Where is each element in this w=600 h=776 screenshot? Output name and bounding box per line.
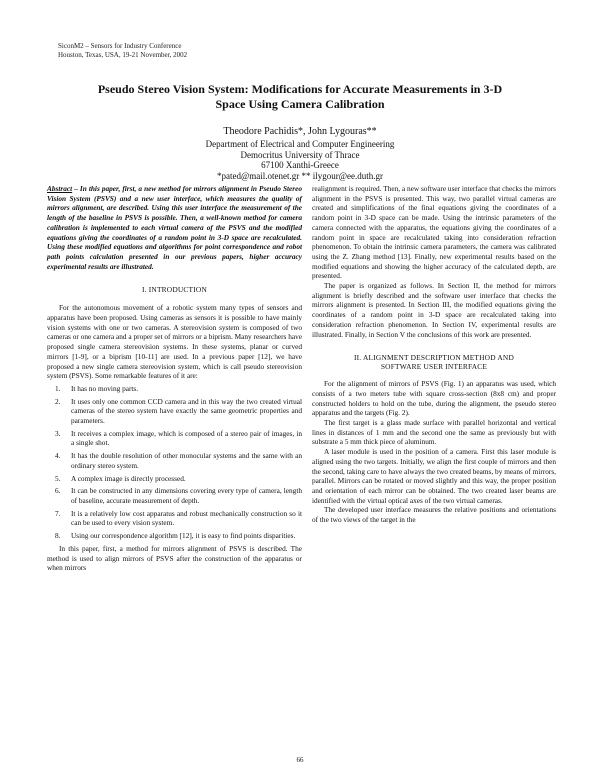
list-item: 1. It has no moving parts. — [55, 383, 139, 393]
features-list — [47, 384, 302, 541]
author-city: 67100 Xanthi-Greece — [261, 160, 339, 171]
right-column — [312, 184, 556, 525]
section-2-heading-line-1: II. ALIGNMENT DESCRIPTION METHOD AND — [353, 353, 514, 363]
list-item: 3. It receives a complex image, which is composed of a stereo pair of images, in a single shot. — [55, 428, 302, 448]
page-number: 66 — [296, 756, 304, 764]
author-university: Democritus University of Thrace — [240, 149, 360, 160]
paper-title — [60, 82, 540, 112]
intro-paragraph-3: realignment is required. Then, a new software user interface that checks the mirrors alignment in the PSVS is presented. This way, two parallel virtual cameras are created and simplifications of the final equations giving the coordinates of a random point in 3-D space can be made. Using the intrinsic parameters of the camera connected with the apparatus, the equations giving the coordinates of a random point in space are recalculated taking into consideration refraction phenomenon. To obtain the intrinsic camera parameters, the camera was calibrated using the Z. Zhang method [13]. Finally, new experimental results based on the modified equations and showing the higher accuracy of the calculated depth, are presented. — [312, 184, 556, 281]
abstract-text: – In this paper, first, a new method for mirrors alignment in Pseudo Stereo Vision System (PSVS) and a new user interface, which measures the quality of mirrors alignment, are described. Using this user interface the measurement of the length of the baseline in PSVS is possible. Then, a well-known method for camera calibration is implemented to each virtual camera of the PSVS and the modified equations giving the coordinates of a random point in 3-D space are recalculated. Using these modified equations and algorithms for point correspondence and robot path points calculation presented in our previous papers, higher accuracy experimental results are illustrated. — [47, 184, 302, 271]
list-item: 5. A complex image is directly processed. — [55, 473, 186, 483]
author-emails: *pated@mail.otenet.gr ** ilygour@ee.duth.gr — [216, 170, 384, 181]
author-department: Department of Electrical and Computer Engineering — [205, 139, 395, 149]
list-item: 2. It uses only one common CCD camera and in this way the two created virtual cameras of the stereo system have exactly the same geometric properties and parameters. — [55, 396, 302, 426]
list-item: 7. It is a relatively low cost apparatus and robust mechanically construction so it can be used to every vision system. — [55, 508, 302, 528]
section-2-paragraph-1: For the alignment of mirrors of PSVS (Fig. 1) an apparatus was used, which consists of a two meters tube with square cross-section (8x8 cm) and proper constructed holders to hold on the tube, during the alignment, the pseudo stereo apparatus and the targets (Fig. 2). — [312, 379, 556, 418]
venue-line-2: Houston, Texas, USA, 19-21 November, 2002 — [58, 51, 188, 59]
left-column — [47, 184, 302, 573]
author-block — [60, 126, 540, 181]
section-2-paragraph-4: The developed user interface measures the relative positions and orientations of the two views of the target in the — [312, 505, 556, 525]
author-names: Theodore Pachidis*, John Lygouras** — [223, 126, 377, 137]
venue-header — [58, 42, 187, 60]
section-2-paragraph-2: The first target is a glass made surface with parallel horizontal and vertical lines in distances of 1 mm and the second one the same as previously but with substrate a 5 mm thick piece of aluminum. — [312, 418, 556, 447]
section-2-paragraph-3: A laser module is used in the position of a camera. First this laser module is aligned using the two targets. Initially, we align the first couple of mirrors and then the second, taking care to have always the two created beams, by means of mirrors, parallel. Mirrors can be rotated or moved slightly and this way, the proper position and orientation of each mirror can be obtained. The two created laser beams are identified with the virtual optical axes of the two virtual cameras. — [312, 447, 556, 505]
intro-paragraph-4: The paper is organized as follows. In Section II, the method for mirrors alignment is briefly described and the software user interface that checks the mirrors alignment is presented. In Section III, the modified equations giving the coordinates of a random point in 3-D space are recalculated taking into consideration refraction phenomenon. In Section IV, experimental results are illustrated. Finally, in Section V the conclusions of this work are presented. — [312, 281, 556, 339]
list-item: 4. It has the double resolution of other monocular systems and the same with an ordinary stereo system. — [55, 451, 302, 470]
intro-paragraph-1: For the autonomous movement of a robotic system many types of sensors and apparatus have been proposed. Using cameras as sensors it is possible to have mainly vision systems with one or two cameras. A stereovision system is composed of two cameras or one camera and a proper set of mirrors or a biprism. Many researchers have proposed single camera stereovision systems. In these systems, planar or curved mirrors [1-9], or a biprism [10-11] are used. In a previous paper [12], we have proposed a new single camera stereovision system, which is call pseudo stereovision system (PSVS). Some remarkable features of it are: — [47, 303, 302, 381]
section-2-heading — [312, 353, 556, 371]
section-2-heading-line-2: SOFTWARE USER INTERFACE — [380, 362, 488, 372]
title-line-1: Pseudo Stereo Vision System: Modifications for Accurate Measurements in 3-D — [97, 82, 503, 96]
venue-line-1: SiconM2 – Sensors for Industry Conference — [58, 42, 182, 50]
abstract — [47, 184, 302, 271]
list-item: 8. Using our correspondence algorithm [12], it is easy to find points disparities. — [55, 531, 296, 541]
list-item: 6. It can be constructed in any dimensions covering every type of camera, length of baseline, accurate measurement of depth. — [55, 486, 302, 505]
intro-paragraph-2: In this paper, first, a method for mirrors alignment of PSVS is described. The method is used to align mirrors of PSVS after the construction of the apparatus or when mirrors — [47, 543, 302, 573]
title-line-2: Space Using Camera Calibration — [215, 97, 385, 111]
section-1-heading: I. INTRODUCTION — [142, 285, 207, 295]
abstract-label: Abstract — [47, 184, 73, 193]
